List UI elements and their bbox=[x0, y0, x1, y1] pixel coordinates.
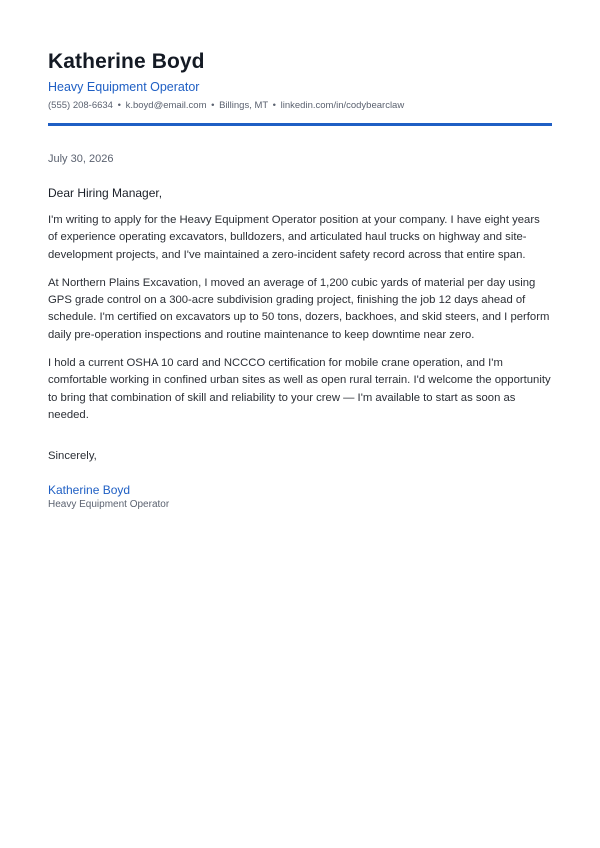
signature-title: Heavy Equipment Operator bbox=[48, 499, 170, 511]
cover-letter-page bbox=[48, 48, 552, 512]
contact-location: Billings, MT bbox=[219, 100, 269, 111]
contact-separator: • bbox=[117, 100, 121, 111]
signature-name: Katherine Boyd bbox=[48, 483, 131, 498]
salutation: Dear Hiring Manager, bbox=[48, 186, 163, 200]
applicant-name: Katherine Boyd bbox=[48, 50, 205, 73]
header-divider bbox=[48, 123, 552, 126]
letter-body bbox=[48, 212, 552, 424]
body-paragraph: At Northern Plains Excavation, I moved an average of 1,200 cubic yards of material per day using GPS grade control on a 300-acre subdivision grading project, finishing the job 12 days ahead of schedule. I'm certified on excavators up to 50 tons, dozers, backhoes, and skid steers, and I perform daily pre-operation inspections and routine maintenance to keep downtime near zero. bbox=[48, 276, 550, 341]
body-paragraph: I hold a current OSHA 10 card and NCCCO certification for mobile crane operation, and I'm comfortable working in confined urban sites as well as open rural terrain. I'd welcome the opportunity to bring that combination of skill and reliability to your crew — I'm available to start as soon as needed. bbox=[48, 357, 551, 421]
contact-separator: • bbox=[211, 100, 215, 111]
contact-linkedin: linkedin.com/in/codybearclaw bbox=[280, 100, 405, 111]
contact-separator: • bbox=[272, 100, 276, 111]
contact-line bbox=[48, 99, 552, 113]
closing: Sincerely, bbox=[48, 450, 97, 463]
applicant-title: Heavy Equipment Operator bbox=[48, 80, 200, 94]
letter-header bbox=[48, 48, 552, 126]
contact-email: k.boyd@email.com bbox=[125, 100, 207, 111]
body-paragraph: I'm writing to apply for the Heavy Equipment Operator position at your company. I have eight years of experience operating excavators, bulldozers, and articulated haul trucks on highway and site-development projects, and I've maintained a zero-incident safety record across that entire span. bbox=[48, 214, 540, 261]
contact-phone: (555) 208-6634 bbox=[48, 100, 113, 111]
letter-date: July 30, 2026 bbox=[48, 153, 114, 165]
